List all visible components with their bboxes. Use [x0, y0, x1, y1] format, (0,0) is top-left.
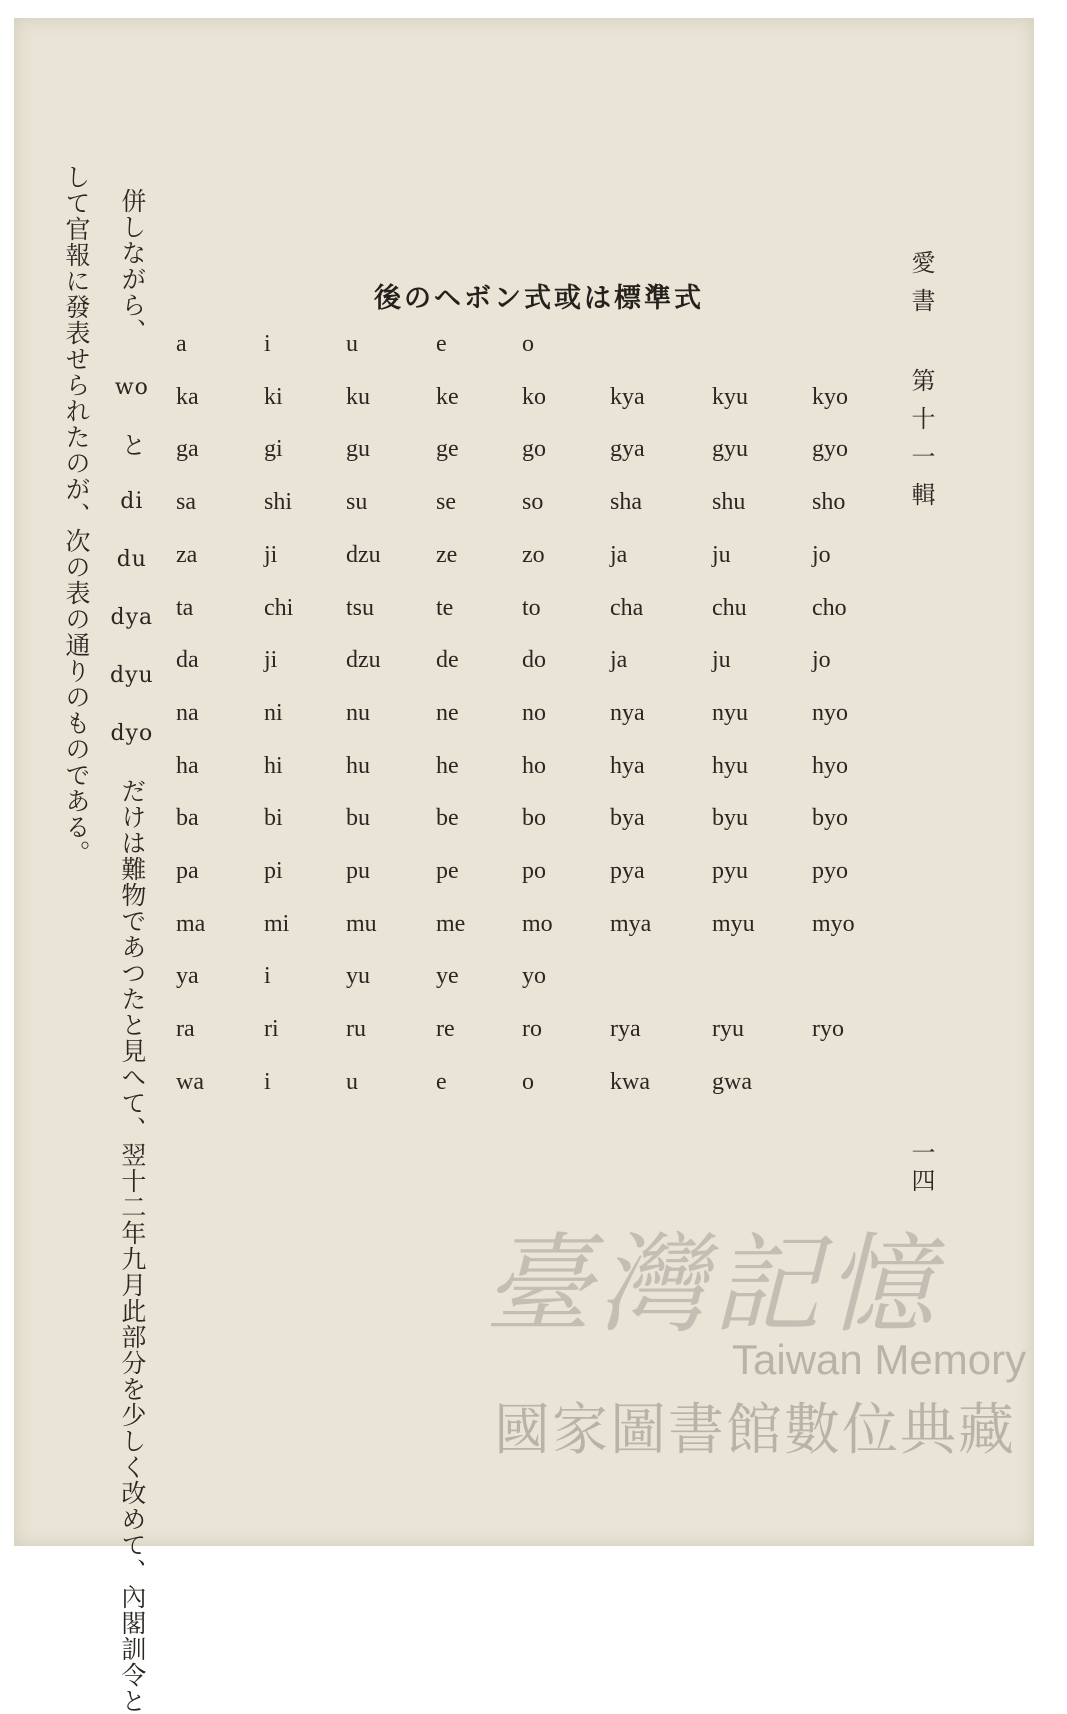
table-cell: bya	[610, 805, 645, 831]
watermark-logo: 臺灣記憶	[484, 1223, 941, 1348]
table-cell: ya	[176, 963, 199, 989]
table-cell: mo	[522, 911, 553, 937]
table-cell: ze	[436, 542, 458, 568]
table-cell: be	[436, 805, 459, 831]
table-cell: chi	[264, 595, 294, 621]
table-cell: e	[436, 1069, 447, 1095]
body-text-column-2: して官報に發表せられたのが、次の表の通りのものである。	[62, 164, 91, 866]
table-cell: mya	[610, 911, 652, 937]
table-cell: gya	[610, 436, 645, 462]
table-cell: o	[522, 1069, 534, 1095]
table-cell: a	[176, 331, 187, 357]
table-cell: so	[522, 489, 544, 515]
table-cell: mi	[264, 911, 290, 937]
table-cell: shu	[712, 489, 746, 515]
table-cell: ryu	[712, 1016, 744, 1042]
table-cell: byo	[812, 805, 848, 831]
table-cell: myu	[712, 911, 755, 937]
table-cell: jo	[812, 542, 831, 568]
table-cell: kwa	[610, 1069, 650, 1095]
latin-dyu: dyu	[110, 663, 154, 688]
latin-wo: wo	[114, 375, 149, 400]
table-cell: dzu	[346, 542, 381, 568]
table-cell: ji	[264, 647, 278, 673]
table-cell: pi	[264, 858, 283, 884]
table-cell: nyu	[712, 700, 748, 726]
table-cell: o	[522, 331, 534, 357]
table-cell: i	[264, 963, 271, 989]
table-cell: gwa	[712, 1069, 752, 1095]
table-cell: cho	[812, 595, 847, 621]
table-cell: pe	[436, 858, 459, 884]
table-cell: ki	[264, 384, 283, 410]
table-cell: gu	[346, 436, 370, 462]
table-cell: bi	[264, 805, 283, 831]
table-cell: jo	[812, 647, 831, 673]
table-cell: do	[522, 647, 546, 673]
table-cell: se	[436, 489, 456, 515]
table-cell: ja	[610, 647, 628, 673]
table-cell: su	[346, 489, 368, 515]
table-cell: e	[436, 331, 447, 357]
table-cell: ka	[176, 384, 199, 410]
body-text-joiner: と	[117, 432, 147, 458]
table-cell: nyo	[812, 700, 848, 726]
table-cell: gi	[264, 436, 283, 462]
table-cell: re	[436, 1016, 455, 1042]
table-cell: wa	[176, 1069, 204, 1095]
table-cell: zo	[522, 542, 545, 568]
page-number: 一四	[907, 1140, 935, 1196]
table-cell: ra	[176, 1016, 195, 1042]
table-cell: byu	[712, 805, 748, 831]
table-cell: mu	[346, 911, 377, 937]
table-cell: da	[176, 647, 199, 673]
table-cell: tsu	[346, 595, 375, 621]
table-cell: gyu	[712, 436, 748, 462]
table-cell: no	[522, 700, 546, 726]
table-cell: ju	[712, 647, 731, 673]
table-cell: ga	[176, 436, 199, 462]
table-cell: ju	[712, 542, 731, 568]
table-cell: kya	[610, 384, 645, 410]
table-cell: nya	[610, 700, 645, 726]
latin-dya: dya	[110, 605, 154, 630]
table-cell: yu	[346, 963, 370, 989]
table-title: 後のヘボン式或は標準式	[374, 283, 704, 314]
table-cell: pa	[176, 858, 199, 884]
table-cell: ho	[522, 753, 546, 779]
table-cell: pya	[610, 858, 645, 884]
table-cell: ba	[176, 805, 199, 831]
table-cell: ni	[264, 700, 283, 726]
table-cell: po	[522, 858, 546, 884]
latin-di: di	[120, 489, 144, 514]
table-cell: pyu	[712, 858, 748, 884]
table-cell: kyo	[812, 384, 848, 410]
table-cell: ji	[264, 542, 278, 568]
table-cell: na	[176, 700, 199, 726]
table-cell: he	[436, 753, 459, 779]
watermark-library: 國家圖書館數位典藏	[494, 1398, 1016, 1463]
latin-dyo: dyo	[110, 721, 154, 746]
table-cell: u	[346, 1069, 358, 1095]
table-cell: me	[436, 911, 466, 937]
watermark-english: Taiwan Memory	[732, 1336, 1027, 1383]
table-cell: i	[264, 331, 271, 357]
table-cell: ma	[176, 911, 206, 937]
table-cell: go	[522, 436, 546, 462]
table-cell: pyo	[812, 858, 848, 884]
table-cell: rya	[610, 1016, 641, 1042]
table-cell: ha	[176, 753, 199, 779]
body-text-column-1	[110, 188, 154, 1714]
table-cell: kyu	[712, 384, 748, 410]
table-cell: bo	[522, 805, 546, 831]
table-cell: hyu	[712, 753, 748, 779]
table-cell: ne	[436, 700, 459, 726]
table-cell: sha	[610, 489, 642, 515]
table-cell: ta	[176, 595, 194, 621]
table-cell: ge	[436, 436, 459, 462]
table-cell: nu	[346, 700, 370, 726]
table-cell: ru	[346, 1016, 366, 1042]
table-cell: ye	[436, 963, 459, 989]
table-cell: te	[436, 595, 454, 621]
table-cell: sa	[176, 489, 196, 515]
table-cell: cha	[610, 595, 644, 621]
table-cell: hi	[264, 753, 283, 779]
table-cell: ku	[346, 384, 370, 410]
book-page	[14, 18, 1034, 1714]
body-text-1b: だけは難物であつたと見へて、翌十二年九月此部分を少しく改めて、內閣訓令と	[117, 778, 147, 1714]
table-cell: hu	[346, 753, 370, 779]
table-cell: za	[176, 542, 198, 568]
table-cell: yo	[522, 963, 546, 989]
table-cell: hyo	[812, 753, 848, 779]
table-cell: hya	[610, 753, 645, 779]
body-text-1a: 併しながら、	[117, 188, 147, 344]
running-header: 愛書 第十一輯	[907, 250, 935, 520]
table-cell: shi	[264, 489, 293, 515]
table-cell: gyo	[812, 436, 848, 462]
table-cell: bu	[346, 805, 370, 831]
table-cell: sho	[812, 489, 846, 515]
table-cell: u	[346, 331, 358, 357]
table-cell: de	[436, 647, 459, 673]
table-cell: ke	[436, 384, 459, 410]
table-cell: ryo	[812, 1016, 844, 1042]
table-cell: dzu	[346, 647, 381, 673]
table-cell: ja	[610, 542, 628, 568]
table-cell: ko	[522, 384, 546, 410]
table-cell: i	[264, 1069, 271, 1095]
latin-du: du	[116, 547, 147, 572]
table-cell: myo	[812, 911, 855, 937]
table-cell: ri	[264, 1016, 279, 1042]
table-cell: pu	[346, 858, 370, 884]
table-cell: ro	[522, 1016, 542, 1042]
table-cell: chu	[712, 595, 747, 621]
table-cell: to	[522, 595, 541, 621]
